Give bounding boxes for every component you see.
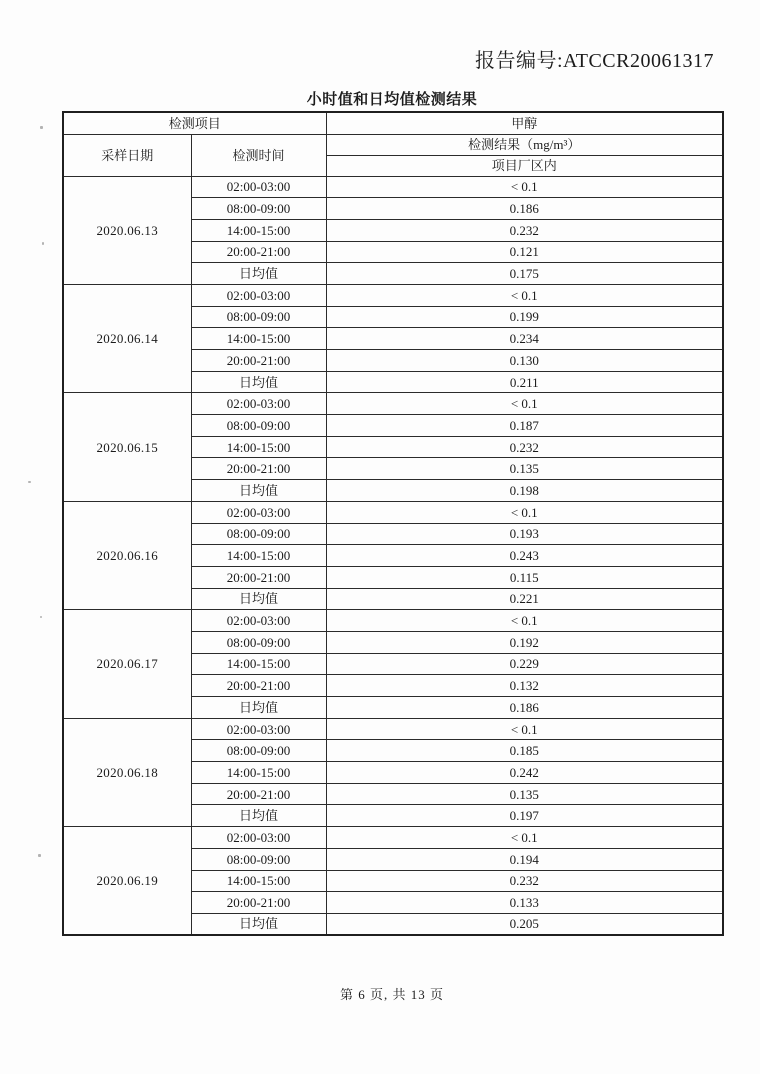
header-location: 项目厂区内 bbox=[326, 155, 723, 176]
value-cell: 0.234 bbox=[326, 328, 723, 350]
value-cell: 0.192 bbox=[326, 631, 723, 653]
time-cell: 08:00-09:00 bbox=[191, 848, 326, 870]
value-cell: 0.232 bbox=[326, 436, 723, 458]
value-cell: 0.232 bbox=[326, 219, 723, 241]
time-cell: 14:00-15:00 bbox=[191, 545, 326, 567]
sample-date: 2020.06.13 bbox=[63, 176, 191, 284]
time-cell: 14:00-15:00 bbox=[191, 219, 326, 241]
daily-avg-value: 0.175 bbox=[326, 263, 723, 285]
header-result-unit: 检测结果（mg/m³） bbox=[326, 134, 723, 155]
scan-speck bbox=[28, 481, 31, 483]
scan-speck bbox=[40, 616, 42, 618]
value-cell: < 0.1 bbox=[326, 610, 723, 632]
daily-avg-value: 0.221 bbox=[326, 588, 723, 610]
scan-speck bbox=[40, 126, 43, 129]
value-cell: 0.194 bbox=[326, 848, 723, 870]
header-test-item: 检测项目 bbox=[63, 112, 326, 134]
time-cell: 02:00-03:00 bbox=[191, 501, 326, 523]
time-cell: 20:00-21:00 bbox=[191, 350, 326, 372]
scan-speck bbox=[42, 242, 44, 245]
time-cell: 20:00-21:00 bbox=[191, 783, 326, 805]
daily-avg-label: 日均值 bbox=[191, 913, 326, 935]
time-cell: 20:00-21:00 bbox=[191, 892, 326, 914]
value-cell: < 0.1 bbox=[326, 827, 723, 849]
time-cell: 20:00-21:00 bbox=[191, 675, 326, 697]
value-cell: 0.187 bbox=[326, 415, 723, 437]
value-cell: 0.232 bbox=[326, 870, 723, 892]
sample-date: 2020.06.18 bbox=[63, 718, 191, 826]
sample-date: 2020.06.16 bbox=[63, 501, 191, 609]
time-cell: 08:00-09:00 bbox=[191, 740, 326, 762]
time-cell: 02:00-03:00 bbox=[191, 176, 326, 198]
time-cell: 08:00-09:00 bbox=[191, 306, 326, 328]
value-cell: 0.193 bbox=[326, 523, 723, 545]
sample-date: 2020.06.17 bbox=[63, 610, 191, 718]
report-number: 报告编号:ATCCR20061317 bbox=[474, 50, 714, 72]
value-cell: 0.132 bbox=[326, 675, 723, 697]
value-cell: 0.199 bbox=[326, 306, 723, 328]
daily-avg-label: 日均值 bbox=[191, 263, 326, 285]
table-title: 小时值和日均值检测结果 bbox=[306, 92, 478, 108]
value-cell: 0.133 bbox=[326, 892, 723, 914]
sample-date: 2020.06.15 bbox=[63, 393, 191, 501]
time-cell: 02:00-03:00 bbox=[191, 284, 326, 306]
value-cell: 0.243 bbox=[326, 545, 723, 567]
daily-avg-value: 0.211 bbox=[326, 371, 723, 393]
time-cell: 20:00-21:00 bbox=[191, 241, 326, 263]
daily-avg-label: 日均值 bbox=[191, 697, 326, 719]
value-cell: 0.130 bbox=[326, 350, 723, 372]
header-sample-date: 采样日期 bbox=[63, 134, 191, 176]
value-cell: 0.135 bbox=[326, 458, 723, 480]
value-cell: 0.186 bbox=[326, 198, 723, 220]
daily-avg-label: 日均值 bbox=[191, 588, 326, 610]
time-cell: 08:00-09:00 bbox=[191, 631, 326, 653]
value-cell: < 0.1 bbox=[326, 284, 723, 306]
time-cell: 14:00-15:00 bbox=[191, 328, 326, 350]
daily-avg-label: 日均值 bbox=[191, 480, 326, 502]
time-cell: 20:00-21:00 bbox=[191, 458, 326, 480]
time-cell: 02:00-03:00 bbox=[191, 718, 326, 740]
value-cell: 0.135 bbox=[326, 783, 723, 805]
value-cell: 0.229 bbox=[326, 653, 723, 675]
header-test-time: 检测时间 bbox=[191, 134, 326, 176]
sample-date: 2020.06.14 bbox=[63, 284, 191, 392]
daily-avg-value: 0.186 bbox=[326, 697, 723, 719]
daily-avg-label: 日均值 bbox=[191, 805, 326, 827]
daily-avg-value: 0.205 bbox=[326, 913, 723, 935]
sample-date: 2020.06.19 bbox=[63, 827, 191, 935]
time-cell: 14:00-15:00 bbox=[191, 436, 326, 458]
value-cell: < 0.1 bbox=[326, 718, 723, 740]
value-cell: 0.115 bbox=[326, 566, 723, 588]
scan-speck bbox=[38, 854, 41, 857]
time-cell: 02:00-03:00 bbox=[191, 827, 326, 849]
daily-avg-value: 0.198 bbox=[326, 480, 723, 502]
value-cell: 0.242 bbox=[326, 762, 723, 784]
value-cell: 0.185 bbox=[326, 740, 723, 762]
value-cell: < 0.1 bbox=[326, 501, 723, 523]
daily-avg-label: 日均值 bbox=[191, 371, 326, 393]
page-number: 第 6 页, 共 13 页 bbox=[339, 987, 444, 1002]
time-cell: 02:00-03:00 bbox=[191, 610, 326, 632]
time-cell: 14:00-15:00 bbox=[191, 653, 326, 675]
time-cell: 20:00-21:00 bbox=[191, 566, 326, 588]
time-cell: 14:00-15:00 bbox=[191, 870, 326, 892]
daily-avg-value: 0.197 bbox=[326, 805, 723, 827]
results-table bbox=[62, 111, 724, 936]
value-cell: < 0.1 bbox=[326, 176, 723, 198]
value-cell: 0.121 bbox=[326, 241, 723, 263]
time-cell: 14:00-15:00 bbox=[191, 762, 326, 784]
value-cell: < 0.1 bbox=[326, 393, 723, 415]
time-cell: 08:00-09:00 bbox=[191, 415, 326, 437]
header-substance: 甲醇 bbox=[326, 112, 723, 134]
time-cell: 08:00-09:00 bbox=[191, 198, 326, 220]
time-cell: 02:00-03:00 bbox=[191, 393, 326, 415]
time-cell: 08:00-09:00 bbox=[191, 523, 326, 545]
